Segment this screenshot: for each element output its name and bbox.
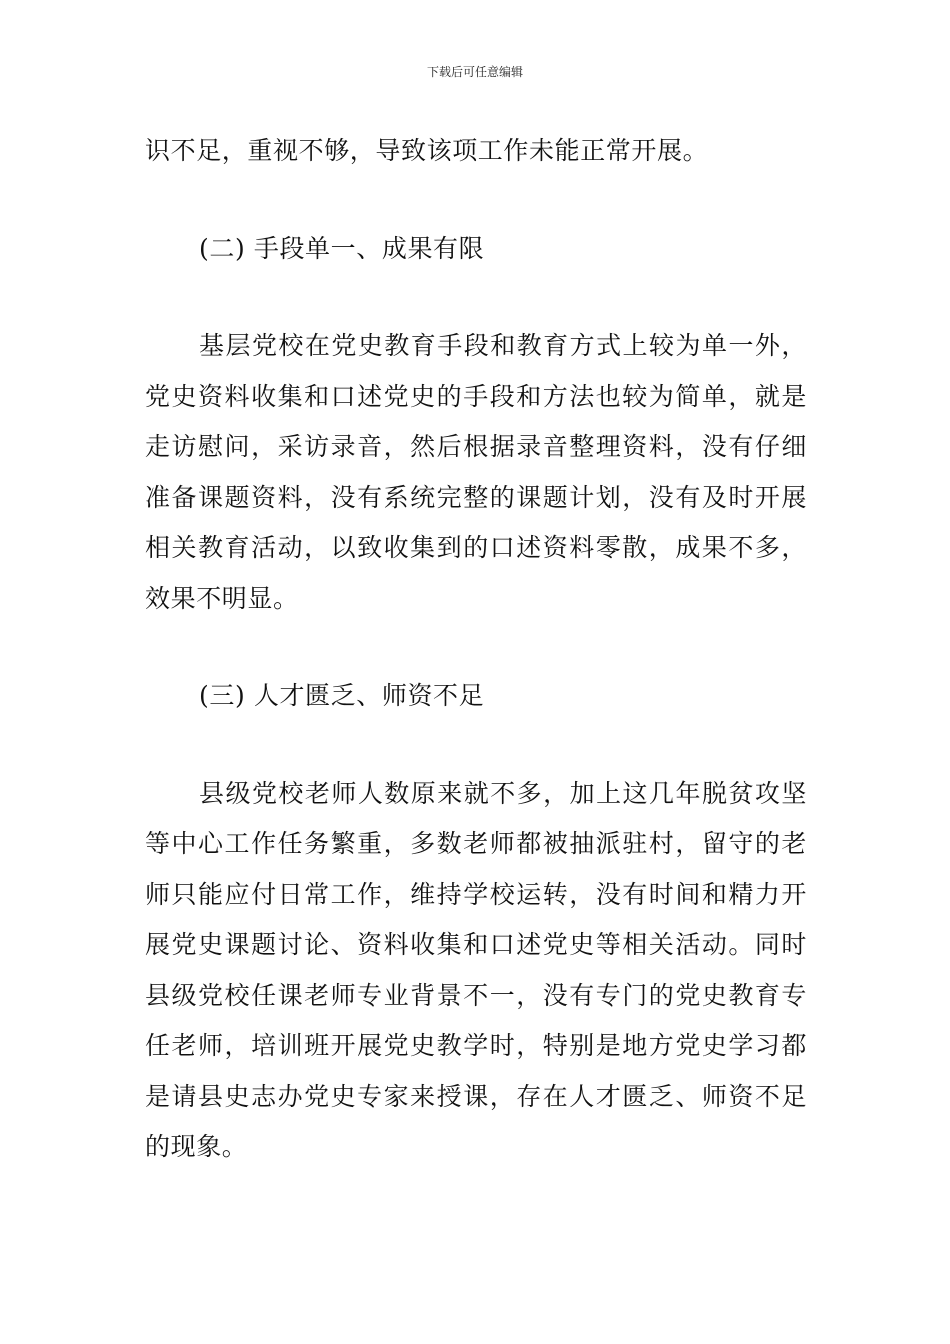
section-heading-3: (三) 人才匮乏、师资不足 [199,681,485,710]
paragraph-section-3: 县级党校老师人数原来就不多，加上这几年脱贫攻坚等中心工作任务繁重，多数老师都被抽派驻村，留守的老师只能应付日常工作，维持学校运转，没有时间和精力开展党史课题讨论、资料收集和口述党史等相关活动。同时县级党校任课老师专业背景不一，没有专门的党史教育专任老师，培训班开展党史教学时，特别是地方党史学习都是请县史志办党史专家来授课，存在人才匮乏、师资不足的现象。 [145,778,807,1161]
paragraph-continuation: 识不足，重视不够，导致该项工作未能正常开展。 [145,136,709,165]
page-header-note: 下载后可任意编辑 [426,65,523,79]
paragraph-section-2: 基层党校在党史教育手段和教育方式上较为单一外，党史资料收集和口述党史的手段和方法也较为简单，就是走访慰问，采访录音，然后根据录音整理资料，没有仔细准备课题资料，没有系统完整的课题计划，没有及时开展相关教育活动，以致收集到的口述资料零散，成果不多，效果不明显。 [145,331,807,613]
section-heading-2: (二) 手段单一、成果有限 [199,233,485,263]
document-body [145,126,807,1173]
